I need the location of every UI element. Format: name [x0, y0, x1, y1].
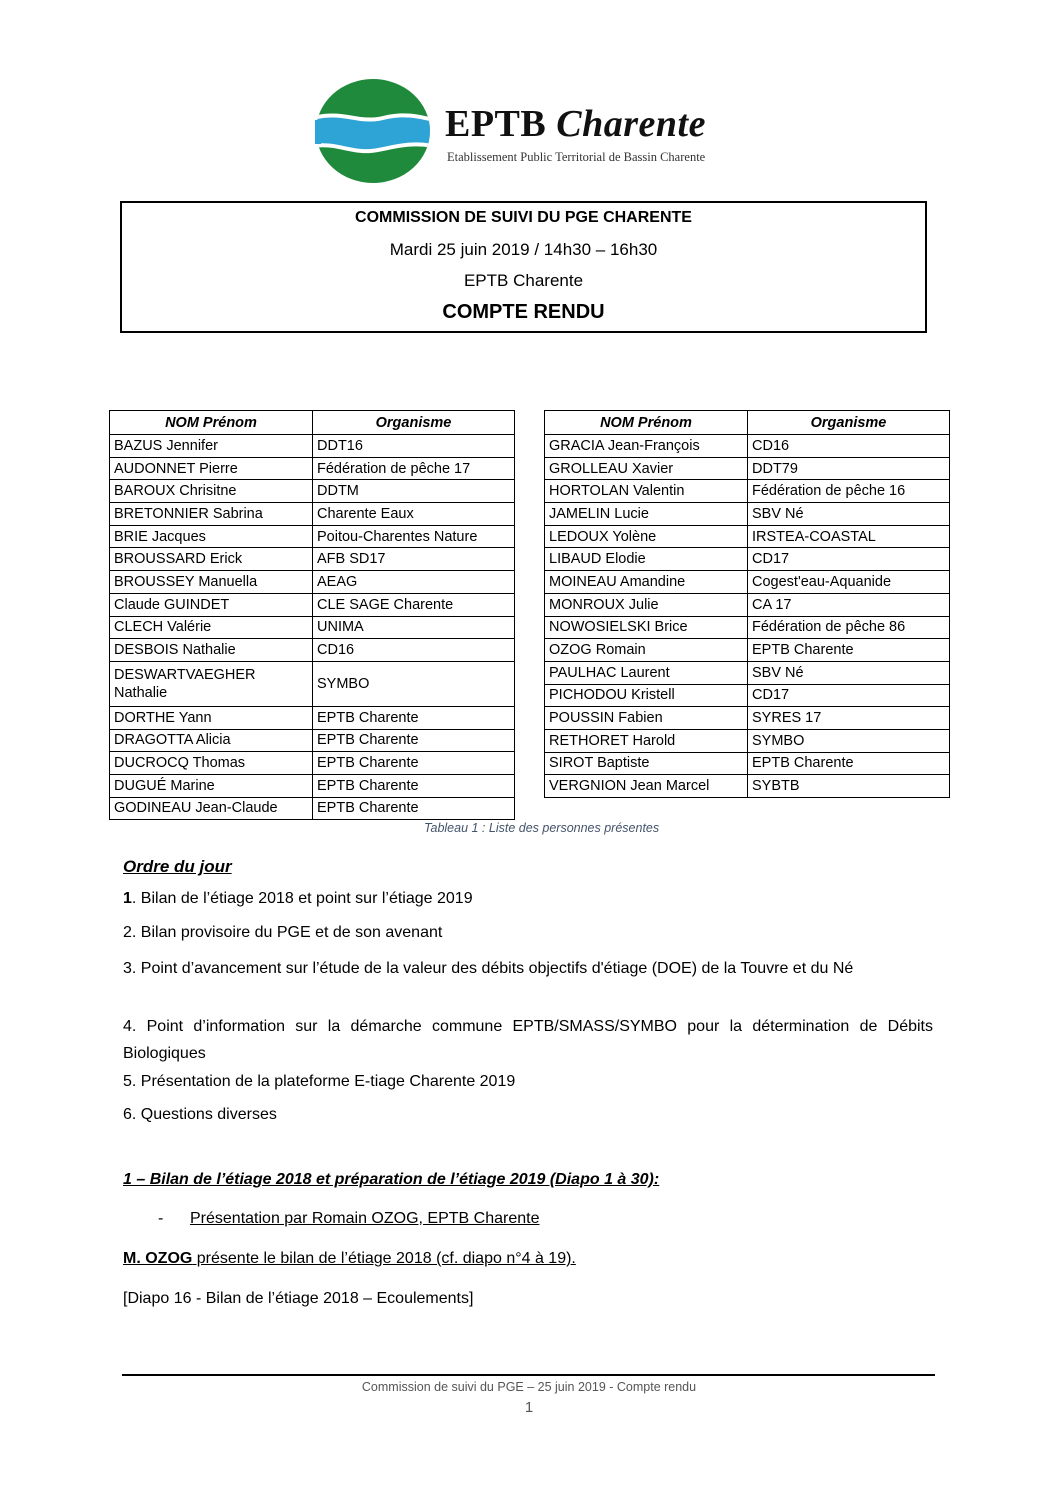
agenda-title: Ordre du jour	[123, 857, 232, 876]
footer-text: Commission de suivi du PGE – 25 juin 2019 - Compte rendu	[361, 1380, 697, 1394]
attendee-name: DUCROCQ Thomas	[110, 752, 313, 775]
attendee-organisation: CLE SAGE Charente	[313, 593, 515, 616]
attendee-name: BRETONNIER Sabrina	[110, 503, 313, 526]
attendee-organisation: DDTM	[313, 480, 515, 503]
attendee-organisation: EPTB Charente	[748, 752, 950, 775]
attendee-organisation: SYRES 17	[748, 707, 950, 730]
attendee-organisation: AFB SD17	[313, 548, 515, 571]
table-row	[545, 752, 950, 775]
attendee-name: Claude GUINDET	[110, 593, 313, 616]
table-row	[545, 525, 950, 548]
attendee-name: MOINEAU Amandine	[545, 571, 748, 594]
attendee-organisation: DDT79	[748, 457, 950, 480]
table-header-row	[110, 411, 515, 435]
attendee-organisation: SBV Né	[748, 661, 950, 684]
column-header-organisation: Organisme	[313, 411, 515, 435]
attendee-name: GRACIA Jean-François	[545, 435, 748, 458]
attendee-organisation: SYMBO	[748, 729, 950, 752]
agenda-item-1: 1. Bilan de l’étiage 2018 et point sur l’étiage 2019	[123, 890, 473, 907]
attendee-name: BRIE Jacques	[110, 525, 313, 548]
table-header-row	[545, 411, 950, 435]
attendee-name: DORTHE Yann	[110, 706, 313, 729]
attendee-name: PAULHAC Laurent	[545, 661, 748, 684]
table-row	[545, 729, 950, 752]
table-row	[110, 616, 515, 639]
attendee-organisation: UNIMA	[313, 616, 515, 639]
attendee-organisation: CD17	[748, 548, 950, 571]
attendee-name: LIBAUD Elodie	[545, 548, 748, 571]
attendee-name: AUDONNET Pierre	[110, 457, 313, 480]
attendee-name: CLECH Valérie	[110, 616, 313, 639]
attendee-name: DESWARTVAEGHER Nathalie	[110, 661, 313, 706]
attendee-name: NOWOSIELSKI Brice	[545, 616, 748, 639]
diapo-reference: [Diapo 16 - Bilan de l’étiage 2018 – Ecoulements]	[123, 1290, 474, 1307]
agenda-item-2: 2. Bilan provisoire du PGE et de son avenant	[123, 924, 443, 941]
attendee-name: HORTOLAN Valentin	[545, 480, 748, 503]
attendee-organisation: Poitou-Charentes Nature	[313, 525, 515, 548]
attendee-organisation: CA 17	[748, 593, 950, 616]
agenda-item-6: 6. Questions diverses	[123, 1106, 277, 1123]
attendee-name: BAZUS Jennifer	[110, 435, 313, 458]
table-row	[545, 480, 950, 503]
attendee-organisation: EPTB Charente	[313, 797, 515, 820]
section-1-paragraph: M. OZOG présente le bilan de l’étiage 2018 (cf. diapo n°4 à 19).	[123, 1250, 576, 1267]
attendee-name: PICHODOU Kristell	[545, 684, 748, 707]
presenter-bullet: Présentation par Romain OZOG, EPTB Charente	[190, 1210, 540, 1227]
attendee-organisation: AEAG	[313, 571, 515, 594]
table-row	[110, 774, 515, 797]
table-row	[110, 571, 515, 594]
table-row	[545, 707, 950, 730]
meeting-location: EPTB Charente	[463, 271, 584, 290]
attendee-name: JAMELIN Lucie	[545, 503, 748, 526]
attendee-organisation: SYBTB	[748, 775, 950, 798]
table-row	[545, 775, 950, 798]
attendee-organisation: CD17	[748, 684, 950, 707]
attendee-name: GODINEAU Jean-Claude	[110, 797, 313, 820]
bullet-dash: -	[158, 1210, 164, 1227]
attendee-name: BROUSSARD Erick	[110, 548, 313, 571]
table-row	[545, 593, 950, 616]
attendee-name: GROLLEAU Xavier	[545, 457, 748, 480]
document-header-box	[120, 201, 927, 333]
attendee-organisation: EPTB Charente	[313, 774, 515, 797]
attendee-organisation: EPTB Charente	[748, 639, 950, 662]
attendee-organisation: SBV Né	[748, 503, 950, 526]
attendance-table-right	[544, 410, 950, 798]
attendee-name: VERGNION Jean Marcel	[545, 775, 748, 798]
attendee-organisation: SYMBO	[313, 661, 515, 706]
table-row	[545, 435, 950, 458]
attendee-organisation: Fédération de pêche 17	[313, 457, 515, 480]
logo-subtitle: Etablissement Public Territorial de Bassin Charente	[447, 150, 706, 164]
attendee-name: DUGUÉ Marine	[110, 774, 313, 797]
column-header-name: NOM Prénom	[110, 411, 313, 435]
table-row	[110, 457, 515, 480]
column-header-organisation: Organisme	[748, 411, 950, 435]
footer-divider	[122, 1374, 935, 1376]
table-row	[545, 457, 950, 480]
table-row	[110, 729, 515, 752]
table-row	[545, 548, 950, 571]
agenda-item-5: 5. Présentation de la plateforme E-tiage Charente 2019	[123, 1073, 516, 1090]
table-row	[110, 797, 515, 820]
section-1-heading: 1 – Bilan de l’étiage 2018 et préparation de l’étiage 2019 (Diapo 1 à 30):	[123, 1171, 660, 1188]
table-row	[110, 706, 515, 729]
table-row	[110, 435, 515, 458]
table-row	[545, 616, 950, 639]
attendee-organisation: Charente Eaux	[313, 503, 515, 526]
attendee-organisation: DDT16	[313, 435, 515, 458]
attendee-organisation: IRSTEA-COASTAL	[748, 525, 950, 548]
agenda-item-3: 3. Point d’avancement sur l’étude de la valeur des débits objectifs d'étiage (DOE) de la Touvre et du Né	[123, 960, 854, 977]
attendee-name: MONROUX Julie	[545, 593, 748, 616]
table-row	[545, 571, 950, 594]
attendance-table-left	[109, 410, 515, 820]
attendee-organisation: Fédération de pêche 86	[748, 616, 950, 639]
agenda-item-4: 4. Point d’information sur la démarche commune EPTB/SMASS/SYMBO pour la détermination de Débits Biologiques	[123, 1018, 933, 1062]
table-row	[545, 684, 950, 707]
table-row	[110, 525, 515, 548]
meeting-date: Mardi 25 juin 2019 / 14h30 – 16h30	[389, 240, 658, 259]
column-header-name: NOM Prénom	[545, 411, 748, 435]
attendee-name: POUSSIN Fabien	[545, 707, 748, 730]
attendee-organisation: CD16	[748, 435, 950, 458]
table-row	[110, 503, 515, 526]
attendee-organisation: EPTB Charente	[313, 729, 515, 752]
attendee-organisation: EPTB Charente	[313, 706, 515, 729]
attendee-name: BROUSSEY Manuella	[110, 571, 313, 594]
document-type: COMPTE RENDU	[442, 301, 605, 323]
attendee-organisation: Fédération de pêche 16	[748, 480, 950, 503]
table-row	[110, 639, 515, 662]
table-row	[545, 661, 950, 684]
logo-emblem-icon	[313, 78, 433, 184]
table-row	[110, 661, 515, 706]
table-row	[545, 503, 950, 526]
attendee-name: DRAGOTTA Alicia	[110, 729, 313, 752]
logo-title: EPTB Charente	[445, 103, 706, 145]
table-row	[110, 752, 515, 775]
table-row	[110, 548, 515, 571]
attendee-name: BAROUX Chrisitne	[110, 480, 313, 503]
attendee-name: LEDOUX Yolène	[545, 525, 748, 548]
table-row	[545, 639, 950, 662]
attendee-name: SIROT Baptiste	[545, 752, 748, 775]
table-row	[110, 593, 515, 616]
eptb-logo	[313, 78, 723, 184]
attendee-organisation: Cogest'eau-Aquanide	[748, 571, 950, 594]
table-caption: Tableau 1 : Liste des personnes présentes	[424, 821, 660, 835]
attendee-name: DESBOIS Nathalie	[110, 639, 313, 662]
table-row	[110, 480, 515, 503]
attendee-organisation: CD16	[313, 639, 515, 662]
page-number: 1	[524, 1399, 534, 1416]
attendee-name: OZOG Romain	[545, 639, 748, 662]
attendee-name: RETHORET Harold	[545, 729, 748, 752]
attendee-organisation: EPTB Charente	[313, 752, 515, 775]
commission-title: COMMISSION DE SUIVI DU PGE CHARENTE	[355, 209, 692, 226]
